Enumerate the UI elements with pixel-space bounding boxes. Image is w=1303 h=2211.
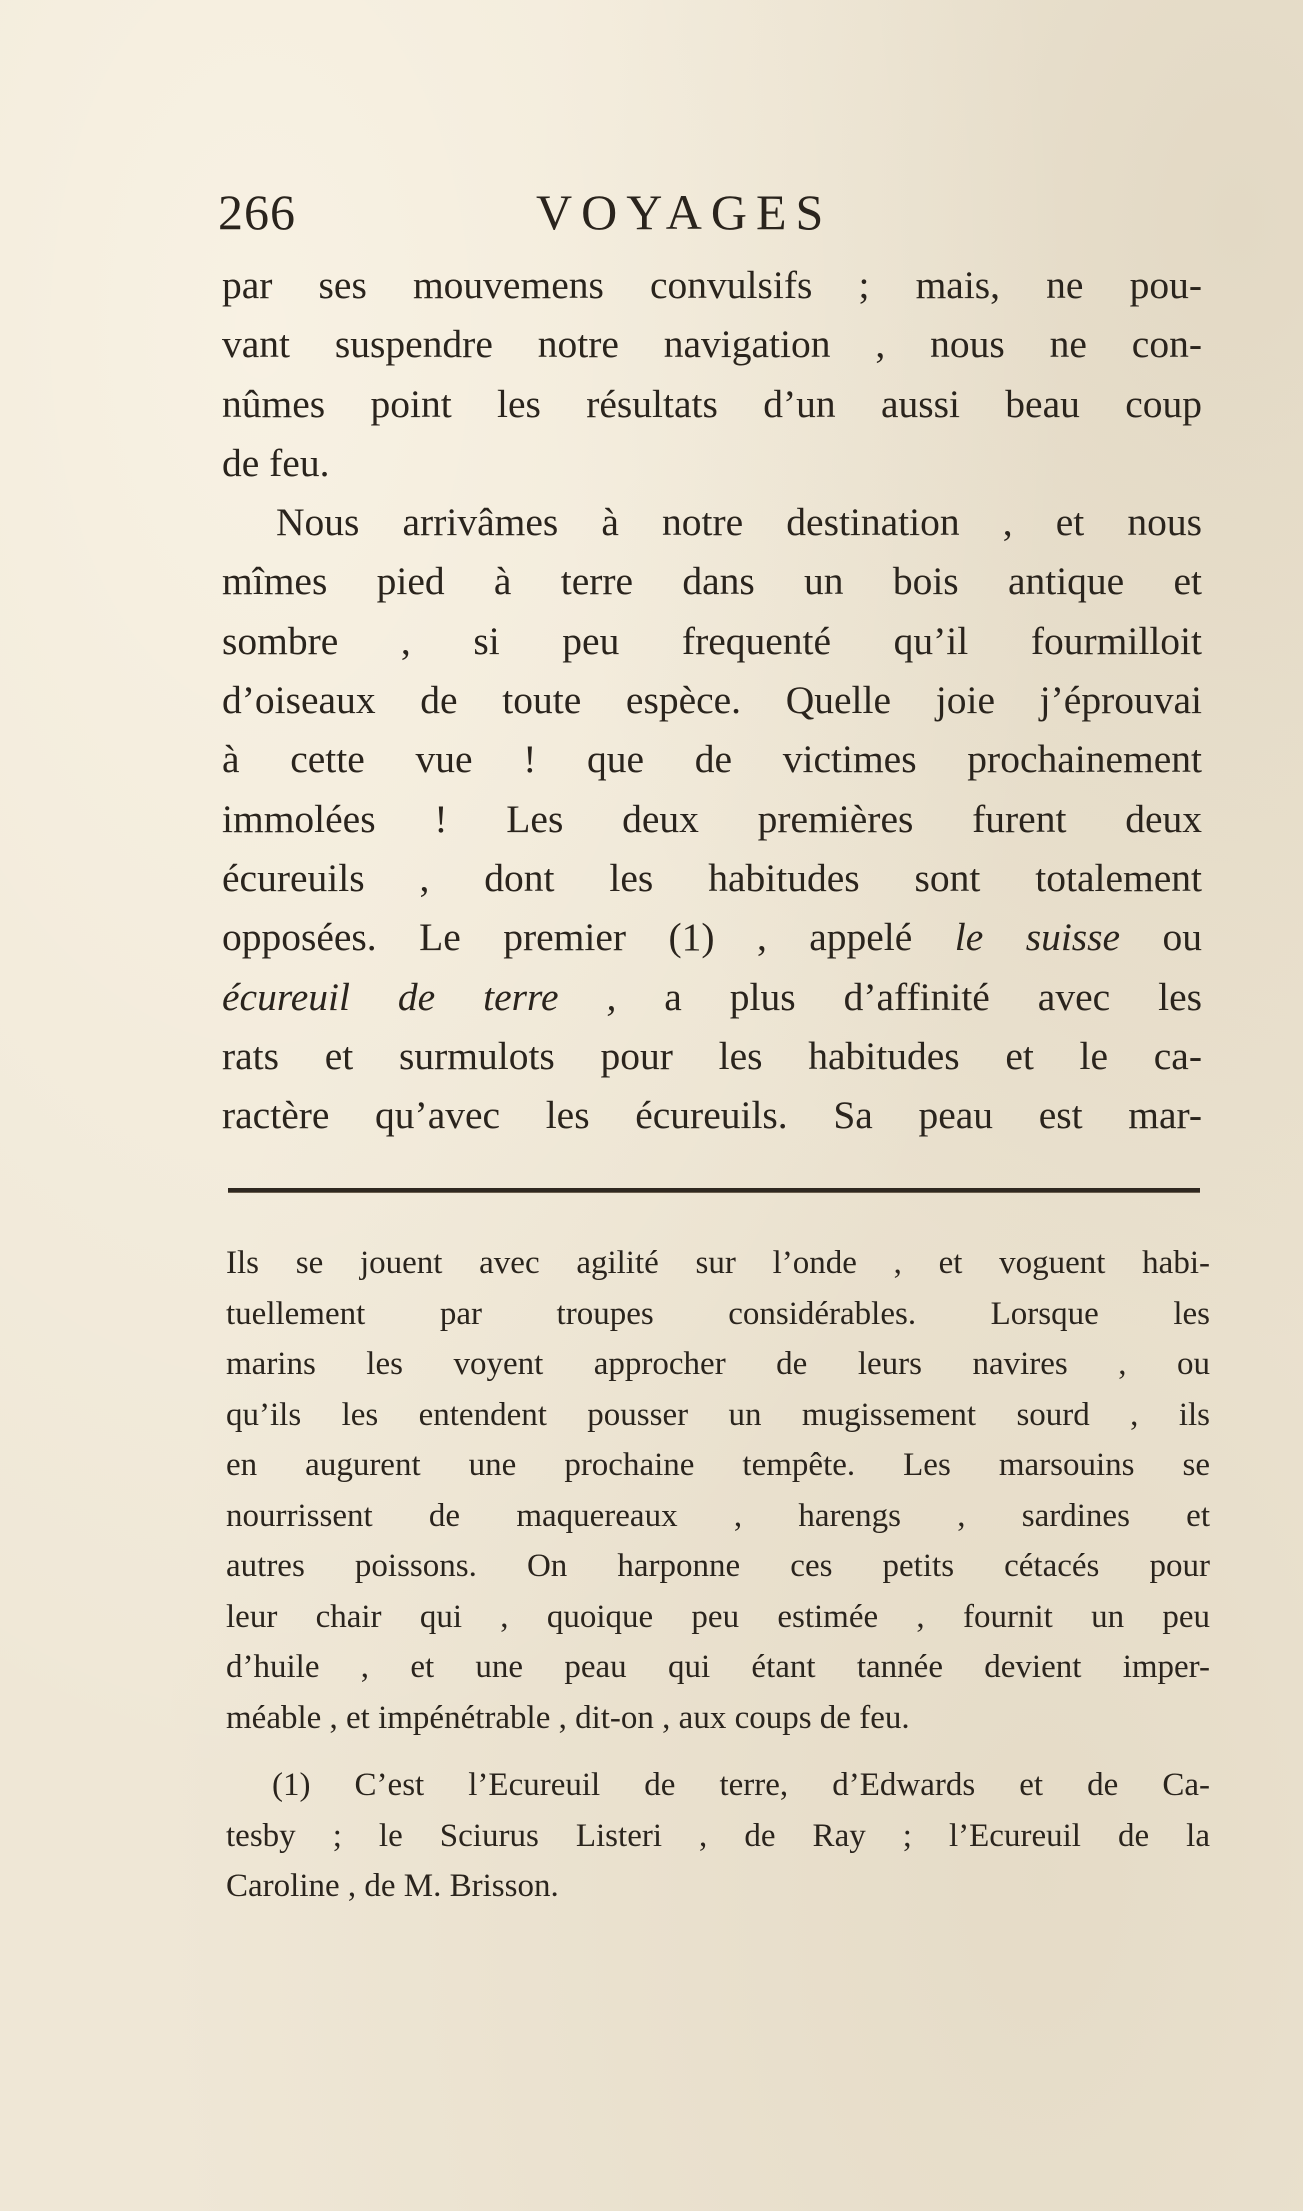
text-line: de feu. — [222, 440, 330, 485]
footnote-line: leur chair qui , quoique peu estimée , fournit un peu — [226, 1598, 1210, 1635]
text-segment: opposées. Le premier (1) , appelé — [222, 915, 913, 960]
footnote-continued — [226, 1238, 1210, 1743]
text-line: nûmes point les résultats d’un aussi beau coup — [222, 381, 1202, 426]
running-head-title: VOYAGES — [536, 184, 833, 240]
footnote-line: autres poissons. On harponne ces petits cétacés pour — [226, 1548, 1210, 1584]
text-line: vant suspendre notre navigation , nous ne con- — [222, 322, 1202, 367]
text-line: par ses mouvemens convulsifs ; mais, ne pou- — [222, 263, 1202, 307]
text-line: ractère qu’avec les écureuils. Sa peau est mar- — [222, 1093, 1202, 1138]
text-line-13 — [222, 968, 1202, 1027]
italic-term: le suisse — [954, 915, 1121, 960]
text-line: à cette vue ! que de victimes prochainement — [222, 737, 1202, 782]
footnote-line: d’huile , et une peau qui étant tannée devient imper- — [226, 1649, 1210, 1685]
text-segment: ou — [1162, 915, 1202, 960]
text-line: Nous arrivâmes à notre destination , et nous — [276, 500, 1202, 545]
footnote-line: qu’ils les entendent pousser un mugissement sourd , ils — [226, 1396, 1210, 1433]
page-number: 266 — [218, 184, 296, 240]
footnote-line: (1) C’est l’Ecureuil de terre, d’Edwards et de Ca- — [272, 1767, 1210, 1803]
text-line: rats et surmulots pour les habitudes et le ca- — [222, 1033, 1202, 1078]
running-head — [218, 183, 1218, 243]
text-line: sombre , si peu frequenté qu’il fourmilloit — [222, 618, 1202, 663]
text-line-12 — [222, 908, 1202, 967]
main-body-text — [222, 256, 1202, 1145]
footnote-line: tesby ; le Sciurus Listeri , de Ray ; l’Ecureuil de la — [226, 1817, 1210, 1854]
footnote-line: tuellement par troupes considérables. Lorsque les — [226, 1295, 1210, 1332]
text-line: immolées ! Les deux premières furent deux — [222, 796, 1202, 841]
italic-term: écureuil de terre , — [222, 974, 617, 1019]
footnote-separator-rule — [228, 1188, 1200, 1193]
text-line: d’oiseaux de toute espèce. Quelle joie j’éprouvai — [222, 678, 1202, 723]
footnote-line: marins les voyent approcher de leurs navires , ou — [226, 1346, 1210, 1382]
text-line: écureuils , dont les habitudes sont totalement — [222, 855, 1202, 900]
footnote-line: Ils se jouent avec agilité sur l’onde , et voguent habi- — [226, 1245, 1210, 1281]
footnote-line: méable , et impénétrable , dit-on , aux coups de feu. — [226, 1699, 910, 1736]
text-segment: a plus d’affinité avec les — [664, 974, 1202, 1019]
footnote-1 — [226, 1760, 1210, 1912]
text-line: mîmes pied à terre dans un bois antique et — [222, 559, 1202, 604]
footnote-line: en augurent une prochaine tempête. Les marsouins se — [226, 1447, 1210, 1483]
footnote-line: nourrissent de maquereaux , harengs , sardines et — [226, 1497, 1210, 1534]
footnote-line: Caroline , de M. Brisson. — [226, 1868, 559, 1904]
